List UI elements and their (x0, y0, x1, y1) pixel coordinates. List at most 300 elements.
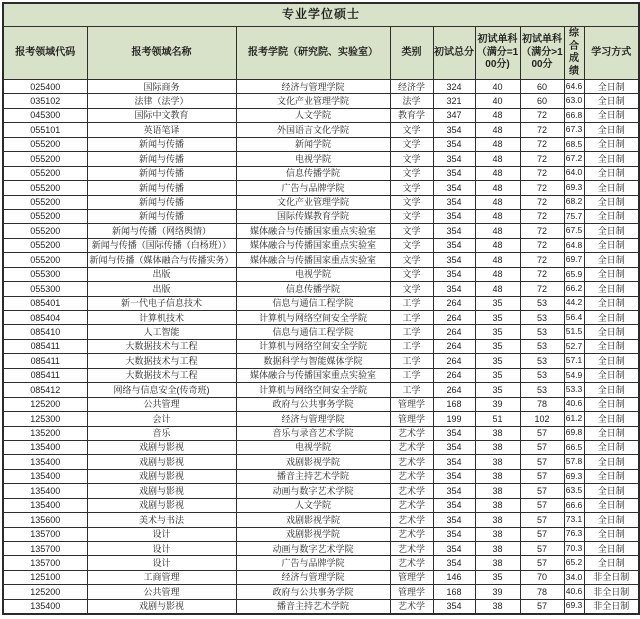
cell-code: 135700 (3, 556, 87, 570)
cell-comp: 69.8 (564, 426, 584, 440)
cell-comp: 70.3 (564, 542, 584, 556)
column-header-mode: 学习方式 (584, 27, 639, 80)
table-row (3, 570, 639, 584)
cell-code: 055200 (3, 152, 87, 166)
cell-total: 264 (433, 354, 475, 368)
cell-college: 戏剧影视学院 (236, 513, 390, 527)
cell-sub100: 48 (475, 108, 520, 122)
cell-mode: 非全日制 (584, 599, 639, 614)
cell-name: 戏剧与影视 (87, 599, 236, 614)
table-row (3, 469, 639, 483)
cell-total: 146 (433, 570, 475, 584)
cell-name: 网络与信息安全(传奇班) (87, 383, 236, 397)
cell-subover100: 72 (520, 123, 564, 137)
table-row (3, 123, 639, 137)
cell-code: 085412 (3, 383, 87, 397)
cell-name: 设计 (87, 542, 236, 556)
cell-sub100: 48 (475, 123, 520, 137)
cell-code: 135600 (3, 513, 87, 527)
cell-category: 艺术学 (390, 513, 433, 527)
cell-sub100: 48 (475, 166, 520, 180)
cell-comp: 64.6 (564, 80, 584, 94)
cell-subover100: 102 (520, 412, 564, 426)
cell-college: 政府与公共事务学院 (236, 585, 390, 599)
cell-comp: 66.2 (564, 282, 584, 296)
cell-code: 085404 (3, 311, 87, 325)
cell-category: 艺术学 (390, 426, 433, 440)
cell-subover100: 57 (520, 426, 564, 440)
cell-mode: 全日制 (584, 339, 639, 353)
cell-code: 055200 (3, 181, 87, 195)
cell-name: 设计 (87, 527, 236, 541)
cell-sub100: 48 (475, 224, 520, 238)
cell-comp: 34.0 (564, 570, 584, 584)
cell-college: 国际传媒教育学院 (236, 209, 390, 223)
cell-comp: 69.3 (564, 181, 584, 195)
cell-name: 新闻与传播（媒体融合与传播实务） (87, 253, 236, 267)
cell-comp: 65.9 (564, 267, 584, 281)
table-title: 专业学位硕士 (3, 3, 639, 27)
cell-code: 135400 (3, 599, 87, 614)
cell-college: 人文学院 (236, 108, 390, 122)
cell-total: 354 (433, 440, 475, 454)
cell-college: 广告与品牌学院 (236, 556, 390, 570)
cell-comp: 64.0 (564, 166, 584, 180)
cell-name: 新一代电子信息技术 (87, 296, 236, 310)
cell-name: 新闻与传播 (87, 166, 236, 180)
cell-comp: 61.2 (564, 412, 584, 426)
cell-subover100: 72 (520, 282, 564, 296)
cell-code: 045300 (3, 108, 87, 122)
table-row (3, 195, 639, 209)
cell-college: 人文学院 (236, 498, 390, 512)
cell-category: 艺术学 (390, 599, 433, 614)
cell-comp: 76.3 (564, 527, 584, 541)
cell-sub100: 38 (475, 498, 520, 512)
cell-total: 354 (433, 195, 475, 209)
cell-sub100: 35 (475, 383, 520, 397)
table-row (3, 224, 639, 238)
cell-comp: 66.6 (564, 498, 584, 512)
document-sheet (2, 2, 638, 615)
cell-comp: 56.4 (564, 311, 584, 325)
cell-college: 文化产业管理学院 (236, 195, 390, 209)
cell-sub100: 38 (475, 527, 520, 541)
table-row (3, 152, 639, 166)
cell-sub100: 48 (475, 195, 520, 209)
table-row (3, 166, 639, 180)
cell-subover100: 72 (520, 195, 564, 209)
cell-category: 文学 (390, 209, 433, 223)
cell-name: 大数据技术与工程 (87, 354, 236, 368)
cell-name: 公共管理 (87, 397, 236, 411)
cell-college: 文化产业管理学院 (236, 94, 390, 108)
cell-total: 354 (433, 166, 475, 180)
cell-sub100: 35 (475, 296, 520, 310)
cell-name: 计算机技术 (87, 311, 236, 325)
cell-mode: 全日制 (584, 469, 639, 483)
table-row (3, 339, 639, 353)
cell-college: 媒体融合与传播国家重点实验室 (236, 238, 390, 252)
cell-total: 264 (433, 325, 475, 339)
cell-sub100: 35 (475, 354, 520, 368)
cell-code: 085411 (3, 354, 87, 368)
cell-total: 354 (433, 469, 475, 483)
cell-mode: 全日制 (584, 209, 639, 223)
cell-total: 354 (433, 455, 475, 469)
admission-score-table (2, 2, 640, 615)
cell-total: 354 (433, 253, 475, 267)
table-row (3, 311, 639, 325)
table-row (3, 282, 639, 296)
cell-sub100: 35 (475, 311, 520, 325)
cell-code: 055200 (3, 209, 87, 223)
cell-college: 信息传播学院 (236, 166, 390, 180)
cell-name: 出版 (87, 282, 236, 296)
cell-college: 广告与品牌学院 (236, 181, 390, 195)
cell-mode: 全日制 (584, 325, 639, 339)
table-row (3, 267, 639, 281)
cell-category: 艺术学 (390, 455, 433, 469)
cell-subover100: 57 (520, 513, 564, 527)
cell-sub100: 38 (475, 542, 520, 556)
cell-mode: 全日制 (584, 166, 639, 180)
table-row (3, 108, 639, 122)
cell-subover100: 53 (520, 311, 564, 325)
column-header-code: 报考领域代码 (3, 27, 87, 80)
cell-subover100: 60 (520, 80, 564, 94)
cell-name: 美术与书法 (87, 513, 236, 527)
cell-category: 工学 (390, 354, 433, 368)
table-row (3, 585, 639, 599)
cell-category: 文学 (390, 181, 433, 195)
cell-comp: 69.7 (564, 253, 584, 267)
cell-category: 艺术学 (390, 542, 433, 556)
table-row (3, 325, 639, 339)
cell-category: 艺术学 (390, 556, 433, 570)
cell-category: 管理学 (390, 570, 433, 584)
cell-code: 135200 (3, 426, 87, 440)
cell-category: 艺术学 (390, 484, 433, 498)
cell-code: 125200 (3, 585, 87, 599)
cell-sub100: 48 (475, 282, 520, 296)
cell-college: 经济与管理学院 (236, 570, 390, 584)
cell-college: 经济与管理学院 (236, 412, 390, 426)
cell-college: 动画与数字艺术学院 (236, 484, 390, 498)
cell-subover100: 57 (520, 527, 564, 541)
cell-total: 264 (433, 368, 475, 382)
cell-subover100: 72 (520, 166, 564, 180)
cell-mode: 全日制 (584, 440, 639, 454)
table-row (3, 137, 639, 151)
cell-mode: 全日制 (584, 383, 639, 397)
cell-college: 音乐与录音艺术学院 (236, 426, 390, 440)
cell-subover100: 57 (520, 599, 564, 614)
cell-comp: 53.3 (564, 383, 584, 397)
cell-sub100: 38 (475, 484, 520, 498)
cell-total: 354 (433, 137, 475, 151)
cell-mode: 全日制 (584, 282, 639, 296)
cell-mode: 全日制 (584, 267, 639, 281)
cell-name: 新闻与传播 (87, 152, 236, 166)
cell-code: 055200 (3, 238, 87, 252)
cell-name: 人工智能 (87, 325, 236, 339)
cell-name: 出版 (87, 267, 236, 281)
cell-sub100: 48 (475, 267, 520, 281)
cell-comp: 51.5 (564, 325, 584, 339)
cell-mode: 全日制 (584, 253, 639, 267)
cell-comp: 57.1 (564, 354, 584, 368)
cell-total: 168 (433, 585, 475, 599)
column-header-name: 报考领域名称 (87, 27, 236, 80)
cell-category: 文学 (390, 267, 433, 281)
cell-mode: 全日制 (584, 195, 639, 209)
table-row (3, 397, 639, 411)
cell-comp: 54.9 (564, 368, 584, 382)
cell-subover100: 57 (520, 498, 564, 512)
table-row (3, 498, 639, 512)
cell-sub100: 38 (475, 426, 520, 440)
cell-name: 新闻与传播 (87, 209, 236, 223)
cell-mode: 全日制 (584, 94, 639, 108)
cell-subover100: 72 (520, 209, 564, 223)
cell-mode: 全日制 (584, 181, 639, 195)
cell-comp: 52.7 (564, 339, 584, 353)
table-row (3, 527, 639, 541)
cell-comp: 67.5 (564, 224, 584, 238)
cell-sub100: 35 (475, 368, 520, 382)
cell-sub100: 38 (475, 599, 520, 614)
cell-total: 354 (433, 426, 475, 440)
cell-sub100: 39 (475, 397, 520, 411)
cell-total: 354 (433, 181, 475, 195)
cell-sub100: 40 (475, 94, 520, 108)
cell-sub100: 35 (475, 339, 520, 353)
cell-code: 055300 (3, 282, 87, 296)
cell-total: 354 (433, 152, 475, 166)
cell-name: 新闻与传播（网络舆情） (87, 224, 236, 238)
cell-code: 055200 (3, 253, 87, 267)
cell-comp: 57.8 (564, 455, 584, 469)
cell-college: 外国语言文化学院 (236, 123, 390, 137)
table-row (3, 426, 639, 440)
cell-subover100: 53 (520, 339, 564, 353)
cell-code: 085410 (3, 325, 87, 339)
cell-category: 文学 (390, 238, 433, 252)
cell-mode: 非全日制 (584, 585, 639, 599)
cell-mode: 全日制 (584, 455, 639, 469)
cell-total: 354 (433, 238, 475, 252)
cell-subover100: 53 (520, 325, 564, 339)
cell-subover100: 72 (520, 181, 564, 195)
cell-sub100: 48 (475, 253, 520, 267)
cell-comp: 68.5 (564, 137, 584, 151)
table-row (3, 94, 639, 108)
cell-comp: 40.6 (564, 397, 584, 411)
cell-subover100: 53 (520, 368, 564, 382)
cell-mode: 全日制 (584, 137, 639, 151)
cell-total: 264 (433, 339, 475, 353)
column-header-sub100: 初试单科（满分=100分) (475, 27, 520, 80)
cell-name: 公共管理 (87, 585, 236, 599)
cell-mode: 全日制 (584, 556, 639, 570)
cell-category: 工学 (390, 296, 433, 310)
cell-mode: 全日制 (584, 123, 639, 137)
cell-category: 工学 (390, 311, 433, 325)
cell-subover100: 57 (520, 440, 564, 454)
cell-subover100: 53 (520, 296, 564, 310)
cell-code: 055101 (3, 123, 87, 137)
cell-total: 354 (433, 209, 475, 223)
cell-code: 125100 (3, 570, 87, 584)
cell-subover100: 72 (520, 224, 564, 238)
table-row (3, 542, 639, 556)
cell-category: 教育学 (390, 108, 433, 122)
cell-sub100: 38 (475, 455, 520, 469)
cell-comp: 67.3 (564, 123, 584, 137)
cell-total: 354 (433, 513, 475, 527)
cell-total: 354 (433, 498, 475, 512)
cell-comp: 64.8 (564, 238, 584, 252)
cell-college: 媒体融合与传播国家重点实验室 (236, 224, 390, 238)
cell-category: 艺术学 (390, 527, 433, 541)
cell-category: 文学 (390, 123, 433, 137)
cell-total: 321 (433, 94, 475, 108)
cell-mode: 全日制 (584, 368, 639, 382)
cell-total: 199 (433, 412, 475, 426)
cell-code: 035102 (3, 94, 87, 108)
cell-code: 135400 (3, 440, 87, 454)
cell-subover100: 72 (520, 137, 564, 151)
table-row (3, 513, 639, 527)
cell-comp: 66.5 (564, 440, 584, 454)
cell-sub100: 38 (475, 556, 520, 570)
cell-college: 经济与管理学院 (236, 80, 390, 94)
cell-category: 工学 (390, 325, 433, 339)
cell-college: 媒体融合与传播国家重点实验室 (236, 253, 390, 267)
cell-name: 会计 (87, 412, 236, 426)
cell-college: 计算机与网络空间安全学院 (236, 311, 390, 325)
table-row (3, 484, 639, 498)
cell-mode: 全日制 (584, 80, 639, 94)
cell-name: 设计 (87, 556, 236, 570)
cell-category: 管理学 (390, 585, 433, 599)
cell-subover100: 78 (520, 397, 564, 411)
cell-name: 英语笔译 (87, 123, 236, 137)
cell-subover100: 53 (520, 354, 564, 368)
cell-category: 管理学 (390, 397, 433, 411)
cell-category: 工学 (390, 383, 433, 397)
cell-code: 135700 (3, 527, 87, 541)
cell-code: 125300 (3, 412, 87, 426)
cell-name: 新闻与传播 (87, 137, 236, 151)
cell-comp: 75.7 (564, 209, 584, 223)
cell-name: 大数据技术与工程 (87, 368, 236, 382)
cell-college: 信息与通信工程学院 (236, 296, 390, 310)
cell-code: 135400 (3, 484, 87, 498)
table-row (3, 599, 639, 614)
cell-mode: 全日制 (584, 397, 639, 411)
cell-subover100: 57 (520, 484, 564, 498)
cell-mode: 全日制 (584, 513, 639, 527)
cell-total: 354 (433, 527, 475, 541)
cell-mode: 全日制 (584, 527, 639, 541)
column-header-college: 报考学院（研究院、实验室） (236, 27, 390, 80)
cell-sub100: 35 (475, 325, 520, 339)
cell-total: 354 (433, 267, 475, 281)
cell-name: 新闻与传播（国际传播（白杨班）） (87, 238, 236, 252)
column-header-total: 初试总分 (433, 27, 475, 80)
cell-code: 135400 (3, 498, 87, 512)
cell-code: 085401 (3, 296, 87, 310)
cell-category: 艺术学 (390, 469, 433, 483)
cell-sub100: 51 (475, 412, 520, 426)
cell-total: 264 (433, 311, 475, 325)
cell-college: 计算机与网络空间安全学院 (236, 383, 390, 397)
cell-name: 戏剧与影视 (87, 440, 236, 454)
cell-sub100: 48 (475, 181, 520, 195)
cell-total: 264 (433, 296, 475, 310)
cell-subover100: 72 (520, 253, 564, 267)
cell-college: 信息与通信工程学院 (236, 325, 390, 339)
cell-subover100: 72 (520, 152, 564, 166)
cell-name: 新闻与传播 (87, 181, 236, 195)
cell-name: 国际中文教育 (87, 108, 236, 122)
cell-subover100: 53 (520, 383, 564, 397)
cell-comp: 40.6 (564, 585, 584, 599)
cell-college: 电视学院 (236, 152, 390, 166)
cell-sub100: 38 (475, 469, 520, 483)
cell-category: 文学 (390, 282, 433, 296)
cell-subover100: 57 (520, 556, 564, 570)
cell-mode: 全日制 (584, 498, 639, 512)
table-row (3, 455, 639, 469)
cell-code: 055200 (3, 166, 87, 180)
cell-code: 085411 (3, 368, 87, 382)
cell-subover100: 72 (520, 238, 564, 252)
cell-mode: 全日制 (584, 311, 639, 325)
cell-category: 文学 (390, 152, 433, 166)
cell-name: 戏剧与影视 (87, 498, 236, 512)
cell-subover100: 57 (520, 455, 564, 469)
table-row (3, 440, 639, 454)
cell-college: 电视学院 (236, 267, 390, 281)
cell-college: 播音主持艺术学院 (236, 599, 390, 614)
cell-code: 025400 (3, 80, 87, 94)
cell-comp: 69.3 (564, 599, 584, 614)
table-row (3, 209, 639, 223)
cell-mode: 全日制 (584, 108, 639, 122)
cell-category: 文学 (390, 137, 433, 151)
cell-subover100: 57 (520, 469, 564, 483)
cell-code: 125200 (3, 397, 87, 411)
cell-code: 055200 (3, 195, 87, 209)
table-title-row (3, 3, 639, 27)
table-row (3, 80, 639, 94)
cell-code: 135400 (3, 455, 87, 469)
table-row (3, 412, 639, 426)
cell-total: 168 (433, 397, 475, 411)
cell-category: 艺术学 (390, 440, 433, 454)
cell-mode: 全日制 (584, 426, 639, 440)
cell-code: 055200 (3, 137, 87, 151)
table-row (3, 253, 639, 267)
column-header-category: 类别 (390, 27, 433, 80)
cell-category: 经济学 (390, 80, 433, 94)
cell-name: 大数据技术与工程 (87, 339, 236, 353)
cell-name: 戏剧与影视 (87, 469, 236, 483)
table-row (3, 296, 639, 310)
